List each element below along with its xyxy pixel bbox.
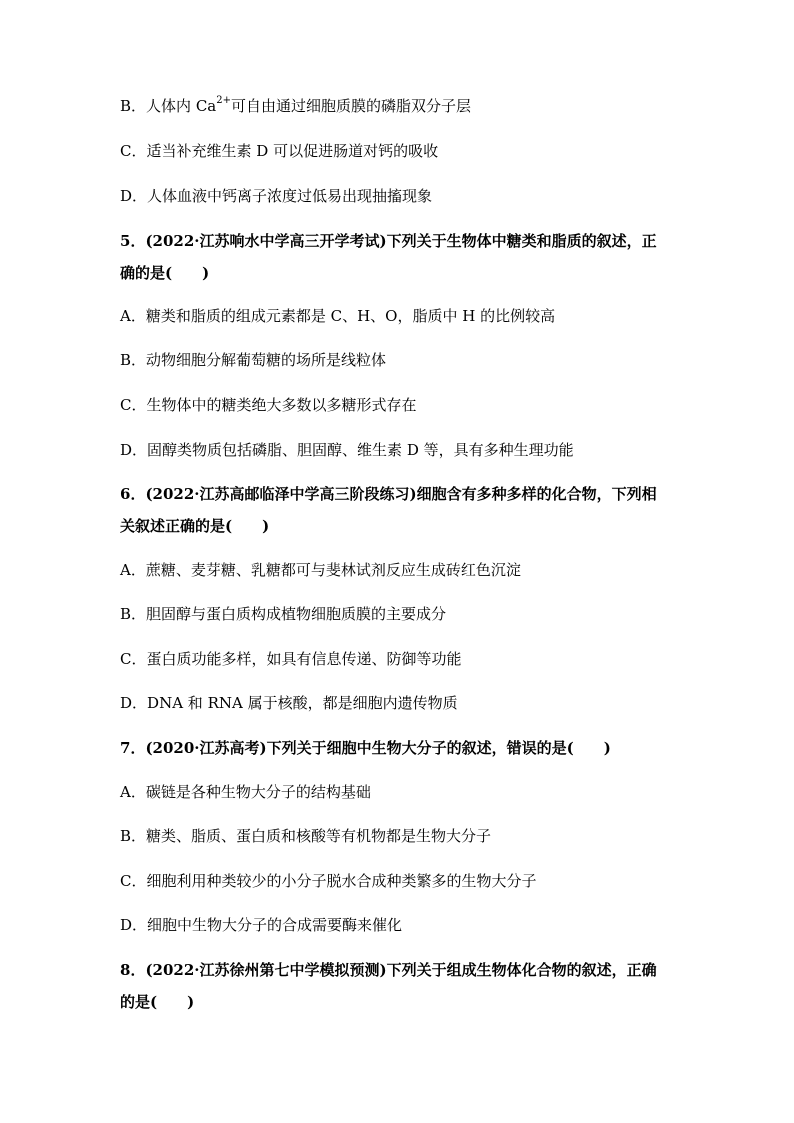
question-7-option-a: A．碳链是各种生物大分子的结构基础 — [120, 783, 371, 801]
question-5-option-d: D．固醇类物质包括磷脂、胆固醇、维生素 D 等，具有多种生理功能 — [120, 441, 574, 459]
question-5-stem-line-2: 确的是( ) — [120, 264, 210, 282]
question-6-option-a: A．蔗糖、麦芽糖、乳糖都可与斐林试剂反应生成砖红色沉淀 — [120, 561, 521, 579]
question-5-stem-line-1: 5．(2022·江苏响水中学高三开学考试)下列关于生物体中糖类和脂质的叙述，正 — [120, 232, 657, 250]
option-c: C．适当补充维生素 D 可以促进肠道对钙的吸收 — [120, 142, 439, 160]
option-b: B．人体内 $Ca^{2+}$可自由通过细胞质膜的磷脂双分子层 — [120, 95, 472, 115]
question-6-option-d: D．DNA 和 RNA 属于核酸，都是细胞内遗传物质 — [120, 694, 458, 712]
question-7-option-b: B．糖类、脂质、蛋白质和核酸等有机物都是生物大分子 — [120, 827, 492, 845]
question-6-option-b: B．胆固醇与蛋白质构成植物细胞质膜的主要成分 — [120, 605, 447, 623]
question-7-option-d: D．细胞中生物大分子的合成需要酶来催化 — [120, 916, 403, 934]
question-6-stem-line-1: 6．(2022·江苏高邮临泽中学高三阶段练习)细胞含有多种多样的化合物，下列相 — [120, 485, 657, 503]
question-7-stem: 7．(2020·江苏高考)下列关于细胞中生物大分子的叙述，错误的是( ) — [120, 739, 611, 757]
option-d: D．人体血液中钙离子浓度过低易出现抽搐现象 — [120, 187, 433, 205]
question-8-stem-line-2: 的是( ) — [120, 993, 195, 1011]
question-6-stem-line-2: 关叙述正确的是( ) — [120, 517, 270, 535]
question-5-option-c: C．生物体中的糖类绝大多数以多糖形式存在 — [120, 396, 417, 414]
question-6-option-c: C．蛋白质功能多样，如具有信息传递、防御等功能 — [120, 650, 462, 668]
question-5-option-b: B．动物细胞分解葡萄糖的场所是线粒体 — [120, 351, 387, 369]
question-8-stem-line-1: 8．(2022·江苏徐州第七中学模拟预测)下列关于组成生物体化合物的叙述，正确 — [120, 961, 657, 979]
question-5-option-a: A．糖类和脂质的组成元素都是 C、H、O，脂质中 H 的比例较高 — [120, 307, 556, 325]
question-7-option-c: C．细胞利用种类较少的小分子脱水合成种类繁多的生物大分子 — [120, 872, 537, 890]
